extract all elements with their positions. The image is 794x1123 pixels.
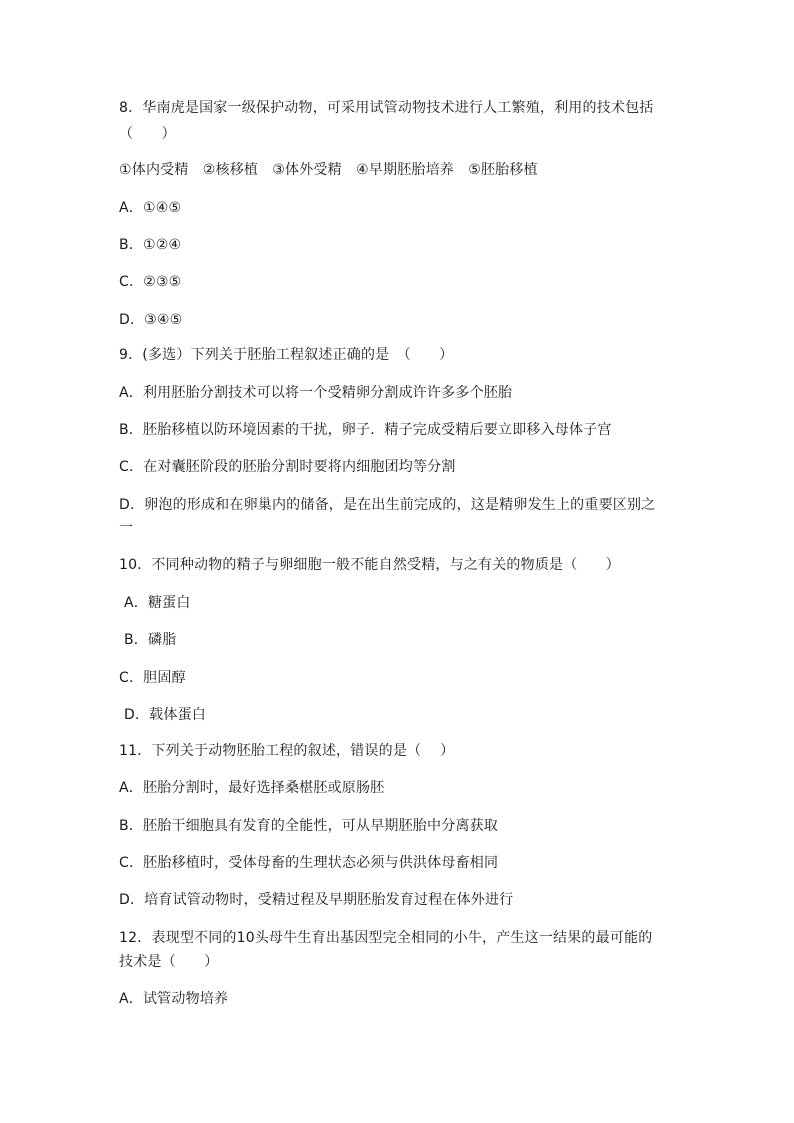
question-10-option-b: B．磷脂 bbox=[124, 632, 177, 648]
question-11-option-a: A．胚胎分割时，最好选择桑椹胚或原肠胚 bbox=[119, 780, 385, 796]
question-11-option-c: C．胚胎移植时，受体母畜的生理状态必须与供洪体母畜相同 bbox=[119, 855, 499, 871]
question-12-stem: 12．表现型不同的10头母牛生育出基因型完全相同的小牛，产生这一结果的最可能的 bbox=[119, 930, 653, 946]
question-9-option-a: A．利用胚胎分割技术可以将一个受精卵分割成许许多多个胚胎 bbox=[119, 385, 513, 401]
question-9-option-c: C．在对囊胚阶段的胚胎分割时要将内细胞团均等分割 bbox=[119, 459, 456, 475]
question-9-option-d-cont: 一 bbox=[119, 520, 134, 536]
question-9-option-b: B．胚胎移植以防环境因素的干扰，卵子．精子完成受精后要立即移入母体子宫 bbox=[119, 422, 612, 438]
question-9-stem: 9．(多选）下列关于胚胎工程叙述正确的是 （ ） bbox=[119, 347, 454, 363]
question-12-option-a: A．试管动物培养 bbox=[119, 991, 229, 1007]
question-10-option-a: A．糖蛋白 bbox=[124, 595, 191, 611]
question-8-option-d: D．③④⑤ bbox=[119, 312, 183, 328]
question-9-option-d: D．卵泡的形成和在卵巢内的储备，是在出生前完成的，这是精卵发生上的重要区别之 bbox=[119, 497, 656, 513]
question-8-option-b: B．①②④ bbox=[119, 237, 182, 253]
question-10-option-c: C．胆固醇 bbox=[119, 670, 186, 686]
question-11-stem: 11．下列关于动物胚胎工程的叙述，错误的是（ ） bbox=[119, 743, 455, 759]
question-12-stem-cont: 技术是（ ） bbox=[119, 954, 219, 970]
question-8-stem-cont: （ ） bbox=[119, 126, 176, 142]
question-10-stem: 10．不同种动物的精子与卵细胞一般不能自然受精，与之有关的物质是（ ） bbox=[119, 557, 621, 573]
question-8-option-a: A．①④⑤ bbox=[119, 200, 182, 216]
question-11-option-b: B．胚胎干细胞具有发育的全能性，可从早期胚胎中分离获取 bbox=[119, 818, 499, 834]
question-8-items: ①体内受精 ②核移植 ③体外受精 ④早期胚胎培养 ⑤胚胎移植 bbox=[119, 162, 538, 178]
question-8-stem: 8．华南虎是国家一级保护动物，可采用试管动物技术进行人工繁殖，利用的技术包括 bbox=[119, 100, 654, 116]
question-8-option-c: C．②③⑤ bbox=[119, 274, 182, 290]
question-10-option-d: D．载体蛋白 bbox=[124, 707, 206, 723]
question-11-option-d: D．培育试管动物时，受精过程及早期胚胎发育过程在体外进行 bbox=[119, 892, 514, 908]
